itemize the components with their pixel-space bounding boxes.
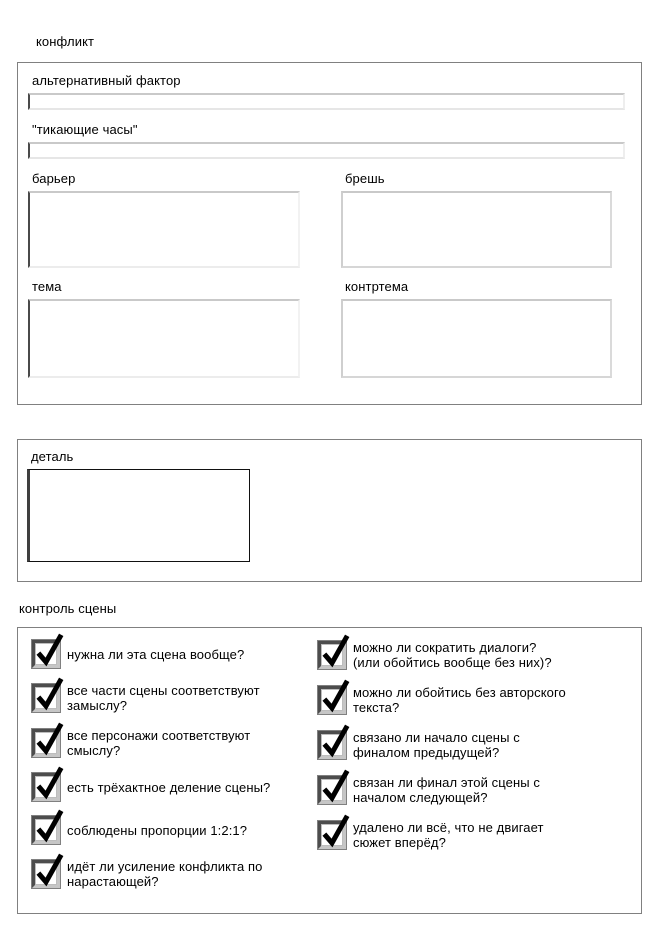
check-icon (35, 812, 63, 846)
checkbox-row (32, 859, 318, 889)
alt-factor-input[interactable] (28, 93, 625, 110)
checkbox-right-3[interactable] (318, 731, 346, 759)
checkbox-label: можно ли сократить диалоги? (или обойтись вообще без них)? (353, 640, 552, 670)
check-icon (35, 680, 63, 714)
checkbox-right-4[interactable] (318, 776, 346, 804)
checkbox-left-2[interactable] (32, 684, 60, 712)
barrier-textarea[interactable] (28, 191, 300, 268)
countertheme-label: контртема (345, 279, 409, 294)
checkbox-label: есть трёхактное деление сцены? (67, 779, 271, 795)
checkbox-row (318, 640, 637, 670)
alt-factor-label: альтернативный фактор (32, 73, 181, 88)
check-icon (321, 637, 349, 671)
check-icon (35, 725, 63, 759)
checkbox-label: связано ли начало сцены с финалом предыдущей? (353, 730, 520, 760)
checkbox-left-6[interactable] (32, 860, 60, 888)
checkbox-row (318, 775, 637, 805)
detail-textarea[interactable] (27, 469, 250, 562)
conflict-section-title: конфликт (36, 34, 95, 49)
check-icon (321, 682, 349, 716)
check-icon (35, 769, 63, 803)
checkbox-left-3[interactable] (32, 729, 60, 757)
checklist-right-column (318, 640, 637, 904)
checkbox-label: соблюдены пропорции 1:2:1? (67, 822, 248, 838)
checkbox-row (32, 816, 318, 844)
checkbox-left-5[interactable] (32, 816, 60, 844)
checkbox-row (32, 728, 318, 758)
checkbox-row (318, 685, 637, 715)
check-icon (321, 817, 349, 851)
ticking-clock-input[interactable] (28, 142, 625, 159)
checkbox-label: можно ли обойтись без авторского текста? (353, 685, 566, 715)
check-icon (321, 727, 349, 761)
checkbox-right-2[interactable] (318, 686, 346, 714)
checkbox-row (32, 683, 318, 713)
checkbox-right-1[interactable] (318, 641, 346, 669)
checkbox-left-4[interactable] (32, 773, 60, 801)
checkbox-left-1[interactable] (32, 640, 60, 668)
checkbox-label: все персонажи соответствуют смыслу? (67, 728, 251, 758)
countertheme-textarea[interactable] (341, 299, 612, 378)
scene-control-section-title: контроль сцены (19, 601, 117, 616)
detail-label: деталь (31, 449, 74, 464)
check-icon (35, 856, 63, 890)
check-icon (35, 636, 63, 670)
checklist-left-column (32, 640, 318, 904)
theme-textarea[interactable] (28, 299, 300, 378)
checkbox-label: удалено ли всё, что не двигает сюжет вперёд? (353, 820, 544, 850)
checkbox-label: идёт ли усиление конфликта по нарастающей? (67, 859, 263, 889)
conflict-panel (17, 62, 642, 405)
checkbox-right-5[interactable] (318, 821, 346, 849)
detail-panel (17, 439, 642, 582)
checkbox-row (318, 730, 637, 760)
checkbox-label: связан ли финал этой сцены с началом следующей? (353, 775, 541, 805)
breach-textarea[interactable] (341, 191, 612, 268)
checkbox-row (32, 640, 318, 668)
barrier-label: барьер (32, 171, 76, 186)
checkbox-label: все части сцены соответствуют замыслу? (67, 683, 260, 713)
breach-label: брешь (345, 171, 385, 186)
checkbox-label: нужна ли эта сцена вообще? (67, 646, 245, 662)
checkbox-row (32, 773, 318, 801)
theme-label: тема (32, 279, 62, 294)
checkbox-row (318, 820, 637, 850)
ticking-clock-label: "тикающие часы" (32, 122, 138, 137)
check-icon (321, 772, 349, 806)
scene-control-panel (17, 627, 642, 914)
